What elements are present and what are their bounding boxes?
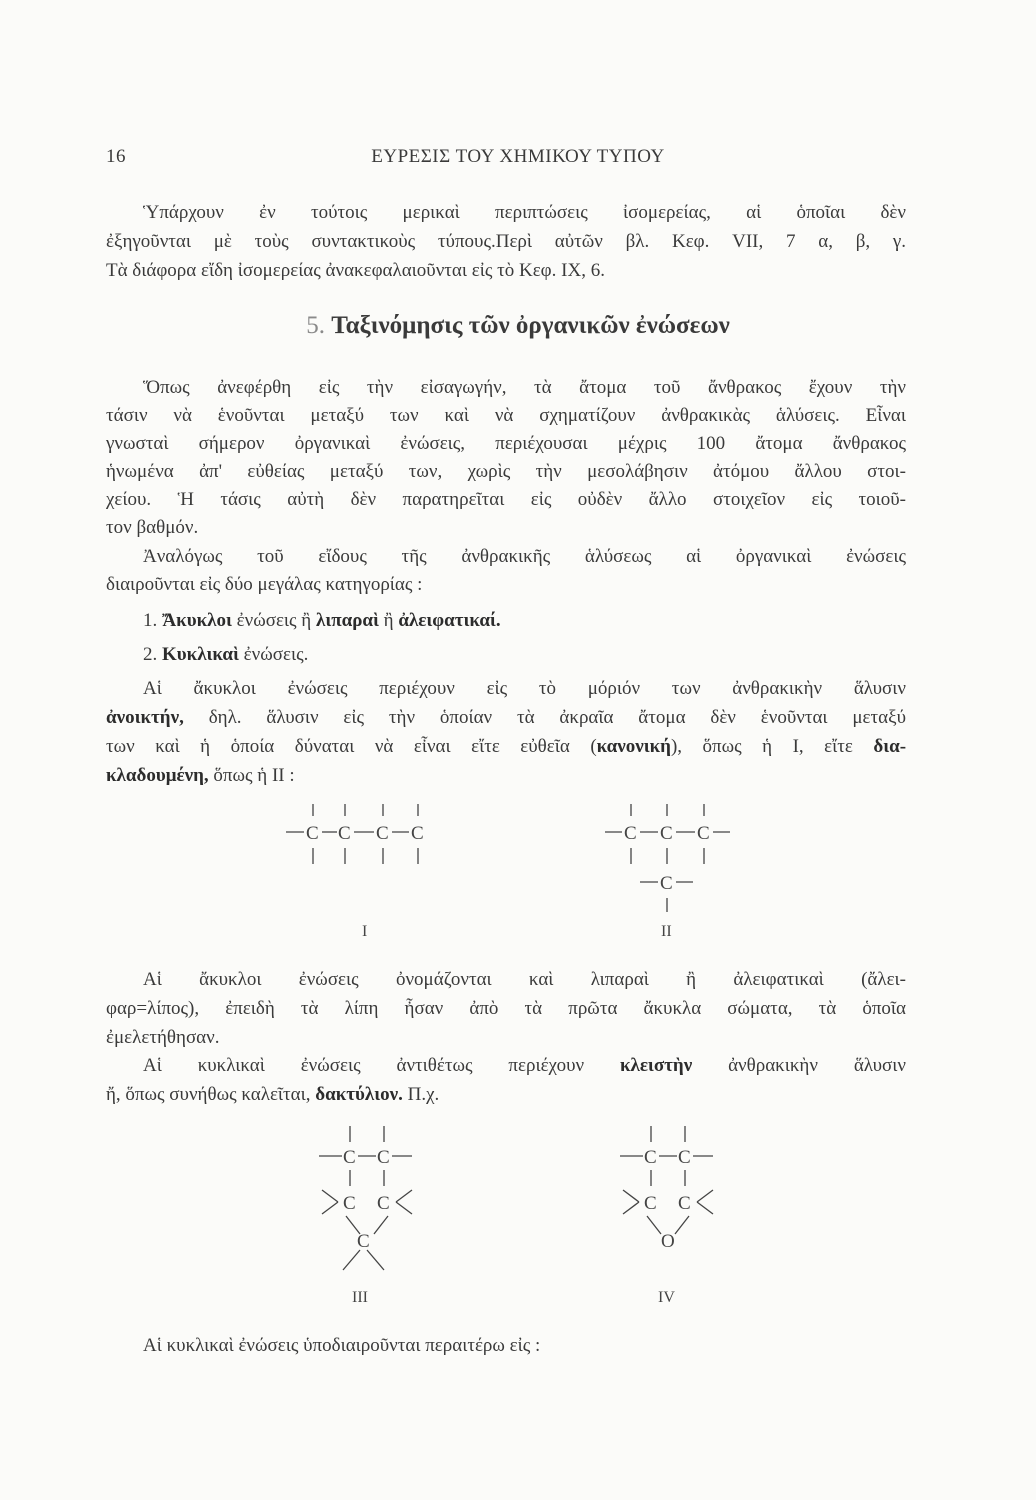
para2-line: χείου. Ἡ τάσις αὐτὴ δὲν παρατηρεῖται εἰς οὐδὲν ἄλλο στοιχεῖον εἰς τοιοῦ- <box>106 489 906 510</box>
para2-line: τον βαθμόν. <box>106 517 199 538</box>
carbon-atom: C <box>678 1147 691 1168</box>
formula-label-III: III <box>352 1289 368 1306</box>
carbon-atom: C <box>678 1193 691 1214</box>
para2-line: τάσιν νὰ ἑνοῦνται μεταξύ των καὶ νὰ σχηματίζουν ἀνθρακικὰς ἁλύσεις. Εἶναι <box>106 405 906 426</box>
para6-line: ἤ, ὅπως συνήθως καλεῖται, δακτύλιον. Π.χ. <box>106 1084 440 1105</box>
carbon-atom: C <box>306 823 319 844</box>
carbon-atom: C <box>343 1193 356 1214</box>
oxygen-atom: O <box>661 1231 675 1252</box>
carbon-atom: C <box>411 823 424 844</box>
section-heading: Ταξινόμησις τῶν ὀργανικῶν ἐνώσεων <box>331 312 730 339</box>
carbon-atom: C <box>377 1193 390 1214</box>
para6-line: Αἱ κυκλικαὶ ἐνώσεις ἀντιθέτως περιέχουν κλειστὴν ἀνθρακικὴν ἅλυσιν <box>143 1055 906 1076</box>
para4-line: ἀνοικτήν, δηλ. ἅλυσιν εἰς τὴν ὁποίαν τὰ ἀκραῖα ἄτομα δὲν ἑνοῦνται μεταξύ <box>106 707 906 728</box>
para2-line: γνωσταὶ σήμερον ὀργανικαὶ ἐνώσεις, περιέχουσαι μέχρις 100 ἄτομα ἄνθρακος <box>106 433 906 454</box>
carbon-atom: C <box>644 1193 657 1214</box>
para5-line: φαρ=λίπος), ἐπειδὴ τὰ λίπη ἦσαν ἀπὸ τὰ πρῶτα ἄκυκλα σώματα, τὰ ὁποῖα <box>106 998 906 1019</box>
page-number: 16 <box>106 146 126 167</box>
carbon-atom: C <box>660 823 673 844</box>
para3-line: Ἀναλόγως τοῦ εἴδους τῆς ἀνθρακικῆς ἁλύσεως αἱ ὀργανικαὶ ἐνώσεις <box>143 546 906 567</box>
para5-line: Αἱ ἄκυκλοι ἐνώσεις ὀνομάζονται καὶ λιπαραὶ ἢ ἀλειφατικαὶ (ἄλει- <box>143 969 906 990</box>
para3-line: διαιροῦνται εἰς δύο μεγάλας κατηγορίας : <box>106 574 423 595</box>
para4-line: Αἱ ἄκυκλοι ἐνώσεις περιέχουν εἰς τὸ μόριόν των ἀνθρακικὴν ἅλυσιν <box>143 678 906 699</box>
carbon-atom: C <box>343 1147 356 1168</box>
para5-line: ἐμελετήθησαν. <box>106 1027 220 1048</box>
para4-line: των καὶ ἡ ὁποία δύναται νὰ εἶναι εἴτε εὐθεῖα (κανονική), ὅπως ἡ I, εἴτε δια- <box>106 736 907 757</box>
formulas-acyclic <box>0 790 1036 950</box>
para1-line: Τὰ διάφορα εἴδη ἰσομερείας ἀνακεφαλαιοῦνται εἰς τὸ Κεφ. IX, 6. <box>106 260 605 281</box>
carbon-atom: C <box>377 1147 390 1168</box>
carbon-atom: C <box>357 1231 370 1252</box>
carbon-atom: C <box>338 823 351 844</box>
carbon-atom: C <box>660 873 673 894</box>
formula-label-IV: IV <box>658 1289 675 1306</box>
carbon-atom: C <box>697 823 710 844</box>
category-item-2: 2. Κυκλικαὶ ἐνώσεις. <box>143 644 309 665</box>
formulas-cyclic <box>0 1112 1036 1322</box>
section-number: 5. <box>306 312 325 339</box>
formula-label-II: II <box>661 923 672 940</box>
carbon-atom: C <box>644 1147 657 1168</box>
para2-line: ἡνωμένα ἀπ' εὐθείας μεταξύ των, χωρὶς τὴν μεσολάβησιν ἀτόμου ἄλλου στοι- <box>106 461 906 482</box>
section-title <box>0 312 1036 340</box>
carbon-atom: C <box>624 823 637 844</box>
para4-line: κλαδουμένη, ὅπως ἡ II : <box>106 765 295 786</box>
formula-label-I: I <box>362 923 368 940</box>
carbon-atom: C <box>376 823 389 844</box>
running-title: ΕΥΡΕΣΙΣ ΤΟΥ ΧΗΜΙΚΟΥ ΤΥΠΟΥ <box>371 146 665 167</box>
final-line: Αἱ κυκλικαὶ ἐνώσεις ὑποδιαιροῦνται περαιτέρω εἰς : <box>143 1335 541 1356</box>
para1-line: Ὑπάρχουν ἐν τούτοις μερικαὶ περιπτώσεις ἰσομερείας, αἱ ὁποῖαι δὲν <box>143 202 906 223</box>
category-item-1: 1. Ἄκυκλοι ἐνώσεις ἢ λιπαραὶ ἢ ἀλειφατικαί. <box>143 610 501 631</box>
para1-line: ἐξηγοῦνται μὲ τοὺς συντακτικοὺς τύπους.Περὶ αὐτῶν βλ. Κεφ. VII, 7 α, β, γ. <box>106 231 906 252</box>
para2-line: Ὅπως ἀνεφέρθη εἰς τὴν εἰσαγωγήν, τὰ ἄτομα τοῦ ἄνθρακος ἔχουν τὴν <box>143 377 906 398</box>
